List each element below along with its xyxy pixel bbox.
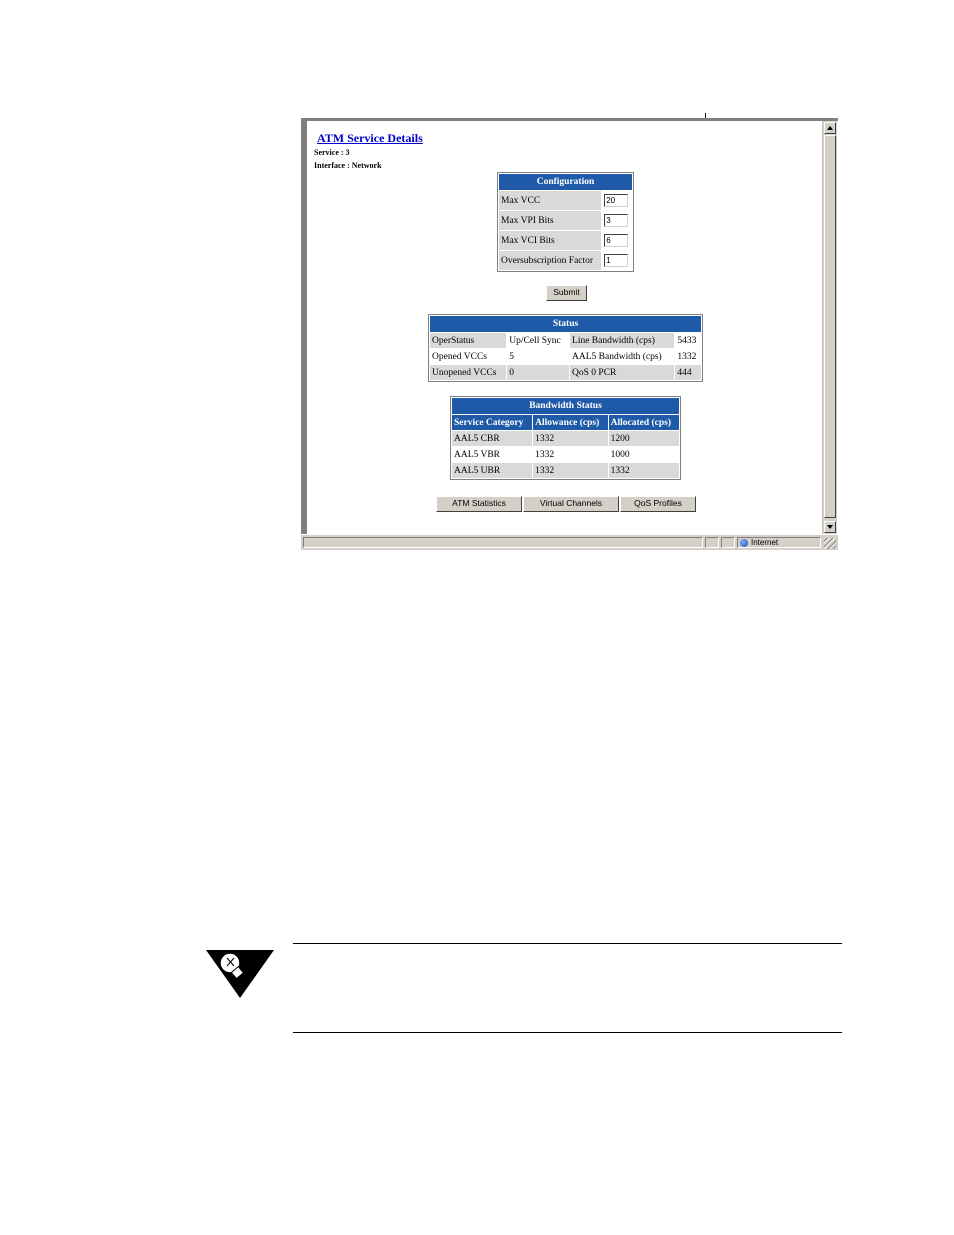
status-cell: 1332 [675, 349, 701, 364]
table-row [499, 191, 632, 210]
table-row [499, 251, 632, 270]
bandwidth-cell: 1332 [609, 463, 679, 478]
atm-statistics-button[interactable]: ATM Statistics [436, 496, 522, 512]
table-row [430, 349, 701, 364]
bandwidth-cell: AAL5 VBR [452, 447, 532, 462]
bandwidth-cell: 1332 [533, 463, 607, 478]
status-cell: OperStatus [430, 333, 506, 348]
bandwidth-cell: AAL5 CBR [452, 431, 532, 446]
column-header: Service Category [452, 415, 532, 430]
column-header: Allocated (cps) [609, 415, 679, 430]
status-cell: 444 [675, 365, 701, 380]
config-label: Max VCI Bits [499, 231, 601, 250]
bandwidth-cell: AAL5 UBR [452, 463, 532, 478]
status-cell: 5 [507, 349, 569, 364]
status-cell: Line Bandwidth (cps) [570, 333, 674, 348]
service-label: Service : 3 [314, 148, 350, 157]
security-zone-pane [737, 537, 821, 548]
table-row [452, 447, 679, 462]
status-cell: QoS 0 PCR [570, 365, 674, 380]
bandwidth-cell: 1000 [609, 447, 679, 462]
oversubscription-factor-input[interactable]: 1 [604, 254, 628, 267]
scroll-thumb[interactable] [824, 135, 836, 518]
config-label: Oversubscription Factor [499, 251, 601, 270]
bandwidth-status-table [450, 396, 681, 480]
status-pane [705, 537, 719, 548]
lightbulb-note-icon [206, 949, 274, 999]
scroll-up-button[interactable] [824, 122, 836, 134]
status-cell: 5433 [675, 333, 701, 348]
virtual-channels-button[interactable]: Virtual Channels [523, 496, 619, 512]
submit-button[interactable]: Submit [546, 285, 587, 301]
globe-icon [740, 539, 748, 547]
note-top-rule [293, 943, 842, 944]
qos-profiles-button[interactable]: QoS Profiles [620, 496, 696, 512]
table-row [499, 231, 632, 250]
page-title-link[interactable]: ATM Service Details [317, 131, 423, 145]
table-row [452, 431, 679, 446]
note-bottom-rule [293, 1032, 842, 1033]
bandwidth-cell: 1200 [609, 431, 679, 446]
table-header-row [452, 415, 679, 430]
max-vpi-bits-input[interactable]: 3 [604, 214, 628, 227]
table-row [430, 365, 701, 380]
configuration-header: Configuration [499, 174, 632, 190]
bandwidth-cell: 1332 [533, 447, 607, 462]
page-content [307, 121, 822, 534]
bandwidth-cell: 1332 [533, 431, 607, 446]
status-cell: Up/Cell Sync [507, 333, 569, 348]
status-table [428, 314, 703, 382]
table-row [452, 463, 679, 478]
resize-grip-icon[interactable] [824, 538, 836, 549]
status-cell: Unopened VCCs [430, 365, 506, 380]
max-vci-bits-input[interactable]: 6 [604, 234, 628, 247]
arrow-up-icon [827, 126, 833, 130]
configuration-table [497, 172, 634, 272]
interface-label: Interface : Network [314, 161, 382, 170]
arrow-down-icon [827, 525, 833, 529]
status-cell: Opened VCCs [430, 349, 506, 364]
status-cell: AAL5 Bandwidth (cps) [570, 349, 674, 364]
status-header: Status [430, 316, 701, 332]
zone-label: Internet [751, 538, 779, 547]
bandwidth-status-header: Bandwidth Status [452, 398, 679, 414]
browser-status-bar [301, 534, 838, 550]
vertical-scrollbar[interactable] [822, 121, 837, 534]
status-text-pane [303, 537, 703, 548]
config-label: Max VPI Bits [499, 211, 601, 230]
table-row [430, 333, 701, 348]
status-pane [721, 537, 735, 548]
status-cell: 0 [507, 365, 569, 380]
column-header: Allowance (cps) [533, 415, 607, 430]
max-vcc-input[interactable]: 20 [604, 194, 628, 207]
scroll-down-button[interactable] [824, 521, 836, 533]
table-row [499, 211, 632, 230]
config-label: Max VCC [499, 191, 601, 210]
browser-window [301, 118, 838, 550]
